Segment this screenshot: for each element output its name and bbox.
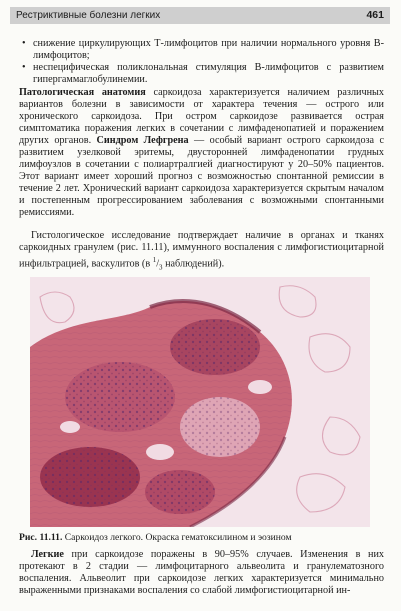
fraction-denominator: 3: [159, 263, 163, 272]
paragraph-text: саркоидоза характеризуется наличием различных вариантов болезни в зависимости от характера течения — острого или хронического саркоидоза. При остром саркоидозе развивается острая симптоматика поражения легких в сочетании с лимфаденопатией и поражением других органов.: [19, 87, 384, 146]
term-lofgren: Синдром Лефгрена: [96, 135, 189, 146]
bullet-dot-icon: •: [22, 38, 26, 49]
paragraph-text: наблюдений).: [162, 258, 225, 270]
figure-label: Рис. 11.11.: [19, 532, 63, 543]
term-pathology: Патологическая анатомия: [19, 87, 146, 98]
bullet-text: неспецифическая поликлональная стимуляция В-лимфоцитов с развитием гипергаммаглобулинемии.: [33, 62, 384, 85]
running-header-title: Рестриктивные болезни легких: [16, 10, 161, 21]
term-lungs: Легкие: [31, 549, 64, 560]
fraction-numerator: 1: [152, 256, 157, 264]
paragraph-text: Гистологическое исследование подтверждает наличие в органах и тканях саркоидных гранулем (рис. 11.11), иммунного воспаления с лимфогистиоцитарной инфильтрацией, васкулитов (в: [19, 230, 384, 270]
bullet-item: [22, 62, 384, 86]
bullet-text: снижение циркулирующих Т-лимфоцитов при наличии нормального уровня В-лимфоцитов;: [33, 38, 384, 61]
figure-caption-text: Саркоидоз легкого. Окраска гематоксилином и эозином: [62, 532, 292, 543]
paragraph-text: при саркоидозе поражены в 90–95% случаев. Изменения в них протекают в 2 стадии — лимфоцитарного альвеолита и гранулематозного воспаления. Альвеолит при саркоидозе легких характеризуется минимально выраженными признаками воспаления со слабой лимфогистиоцитарной ин-: [19, 549, 384, 596]
running-header: [10, 7, 390, 24]
bullet-dot-icon: •: [22, 62, 26, 73]
histology-micrograph: [30, 277, 370, 527]
micrograph-image: [30, 277, 370, 527]
figure-caption: [19, 532, 384, 544]
page-number: 461: [366, 9, 384, 21]
bullet-item: [22, 38, 384, 62]
paragraph-text: — особый вариант острого саркоидоза с развитием узелковой эритемы, двусторонней лимфаденопатии грудных лимфоузлов в сочетании с полиартралгией диагностируют у 20–50% пациентов. Этот вариант имеет хороший прогноз с возможностью спонтанной ремиссии в течение 2 лет. Хронический вариант саркоидоза характеризуется скрытым началом и постепенным прогрессированием заболевания с возможными спонтанными ремиссиями.: [19, 135, 384, 218]
paragraph-pathology: [19, 87, 384, 219]
paragraph-histology: Гистологическое исследование подтверждает наличие в органах и тканях саркоидных гранулем (рис. 11.11), иммунного воспаления с лимфогистиоцитарной инфильтрацией, васкулитов (в $^1/_3$ наблюдений).: [19, 230, 384, 272]
paragraph-lungs: [19, 549, 384, 597]
